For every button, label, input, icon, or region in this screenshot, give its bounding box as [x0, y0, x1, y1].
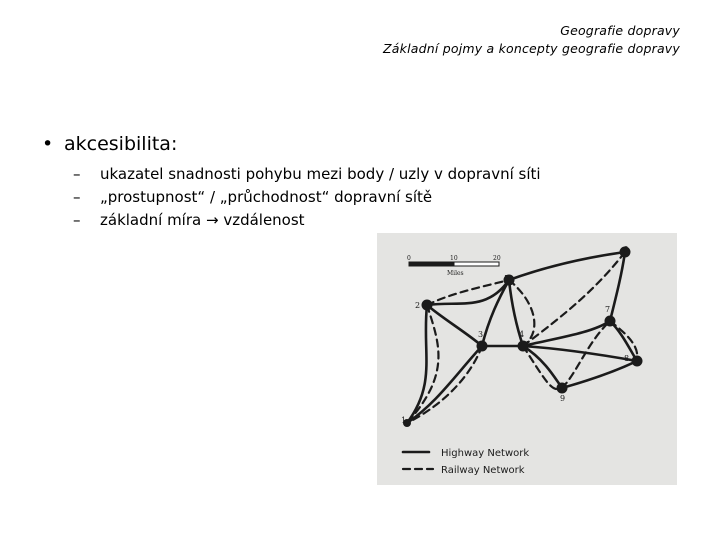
dash-marker: –	[73, 211, 81, 229]
node-2	[422, 300, 433, 311]
network-map-svg	[377, 233, 677, 485]
node-9	[557, 383, 568, 394]
bullet-item	[42, 133, 177, 155]
node-8	[632, 356, 643, 367]
scale-label: 0	[407, 255, 411, 262]
legend-railway: Railway Network	[441, 465, 525, 476]
scale-label: 10	[450, 255, 458, 262]
bullet-marker: •	[42, 133, 54, 155]
scale-label: 20	[493, 255, 501, 262]
sub-item-text: „prostupnost“ / „průchodnost“ dopravní sítě	[100, 188, 433, 206]
slide-header	[383, 22, 680, 58]
node-label: 2	[415, 301, 421, 310]
dash-marker: –	[73, 165, 81, 183]
sub-item-text: základní míra → vzdálenost	[100, 211, 305, 229]
node-4	[518, 341, 529, 352]
dash-marker: –	[73, 188, 81, 206]
sub-item	[73, 186, 541, 209]
node-label: 6	[623, 245, 629, 254]
node-label: 7	[605, 305, 611, 314]
node-label: 1	[401, 416, 407, 425]
sub-item	[73, 163, 541, 186]
sub-list	[73, 163, 541, 232]
scale-unit: Miles	[447, 270, 464, 277]
legend-lines	[403, 452, 433, 469]
slide-title: Geografie dopravy	[560, 23, 680, 38]
legend-highway: Highway Network	[441, 448, 530, 459]
sub-item-text: ukazatel snadnosti pohybu mezi body / uzly v dopravní síti	[100, 165, 541, 183]
scale-bar	[409, 262, 499, 266]
node-label: 8	[624, 354, 630, 363]
bullet-text: akcesibilita:	[64, 133, 178, 155]
sub-item	[73, 209, 541, 232]
node-7	[605, 316, 616, 327]
network-figure	[377, 233, 677, 485]
node-3	[477, 341, 488, 352]
slide-subtitle: Základní pojmy a koncepty geografie dopravy	[383, 41, 680, 56]
node-label: 9	[560, 394, 566, 403]
node-label: 5	[504, 274, 510, 283]
node-label: 3	[478, 330, 484, 339]
node-label: 4	[519, 330, 525, 339]
